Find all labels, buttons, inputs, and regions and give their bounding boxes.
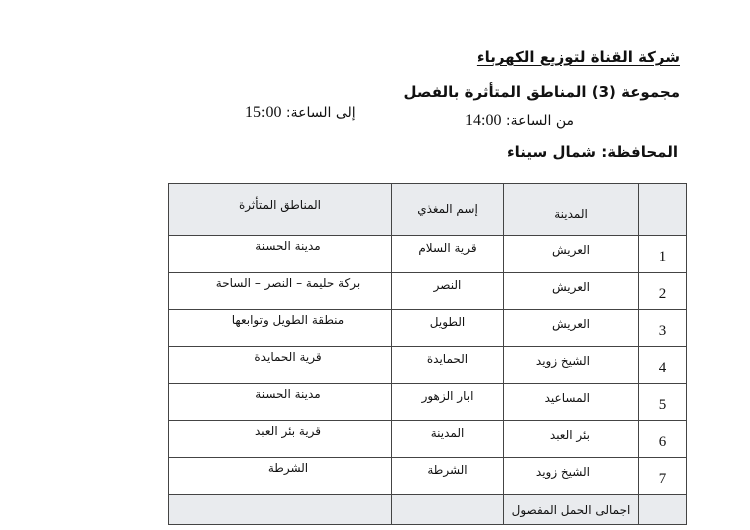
group-title: مجموعة (3) المناطق المتأثرة بالفصل — [403, 83, 680, 101]
row-areas: الشرطة — [169, 458, 392, 495]
header-city: المدينة — [504, 184, 639, 236]
table-row — [169, 310, 687, 347]
row-areas: قرية بئر العبد — [169, 421, 392, 458]
header-feeder: إسم المغذي — [392, 184, 504, 236]
row-city: بئر العبد — [504, 421, 639, 458]
affected-areas-table — [168, 183, 687, 525]
row-number: 1 — [639, 236, 687, 273]
row-number: 4 — [639, 347, 687, 384]
row-feeder: النصر — [392, 273, 504, 310]
row-number: 6 — [639, 421, 687, 458]
row-feeder: المدينة — [392, 421, 504, 458]
table-row — [169, 384, 687, 421]
row-number: 7 — [639, 458, 687, 495]
row-areas: مدينة الحسنة — [169, 236, 392, 273]
header-areas: المناطق المتأثرة — [169, 184, 392, 236]
time-from — [465, 112, 574, 130]
row-city: العريش — [504, 273, 639, 310]
row-feeder: قرية السلام — [392, 236, 504, 273]
row-number: 3 — [639, 310, 687, 347]
row-areas: بركة حليمة – النصر – الساحة — [169, 273, 392, 310]
row-feeder: ابار الزهور — [392, 384, 504, 421]
table-header-row — [169, 184, 687, 236]
time-from-label: من الساعة: — [505, 113, 574, 129]
row-number: 2 — [639, 273, 687, 310]
total-empty-feeder — [392, 495, 504, 525]
total-empty-number — [639, 495, 687, 525]
table-row — [169, 347, 687, 384]
row-city: المساعيد — [504, 384, 639, 421]
row-areas: منطقة الطويل وتوابعها — [169, 310, 392, 347]
row-feeder: الطويل — [392, 310, 504, 347]
time-to-label: إلى الساعة: — [285, 105, 356, 121]
table-row — [169, 273, 687, 310]
table-row — [169, 458, 687, 495]
row-city: الشيخ زويد — [504, 458, 639, 495]
company-name: شركة القناة لتوزيع الكهرباء — [476, 48, 680, 66]
row-city: العريش — [504, 236, 639, 273]
time-from-value: 14:00 — [465, 112, 502, 129]
governorate-label: المحافظة: شمال سيناء — [507, 143, 678, 161]
row-feeder: الحمايدة — [392, 347, 504, 384]
table-total-row — [169, 495, 687, 525]
time-to — [245, 104, 356, 122]
row-feeder: الشرطة — [392, 458, 504, 495]
row-city: العريش — [504, 310, 639, 347]
total-empty-areas — [169, 495, 392, 525]
table-row — [169, 236, 687, 273]
row-areas: مدينة الحسنة — [169, 384, 392, 421]
row-areas: قرية الحمايدة — [169, 347, 392, 384]
row-city: الشيخ زويد — [504, 347, 639, 384]
header-number — [639, 184, 687, 236]
row-number: 5 — [639, 384, 687, 421]
table-row — [169, 421, 687, 458]
time-to-value: 15:00 — [245, 104, 282, 121]
total-label: اجمالى الحمل المفصول — [504, 495, 639, 525]
